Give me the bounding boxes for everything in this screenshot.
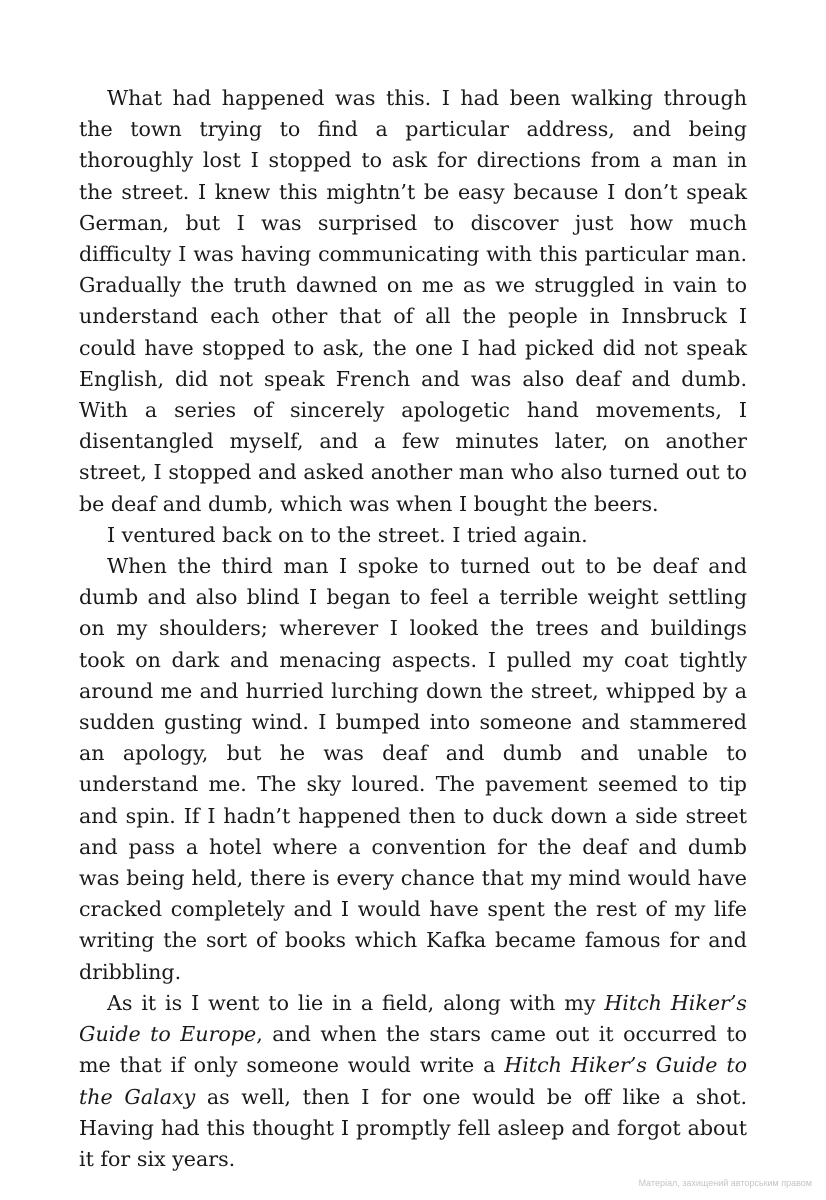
paragraph-ventured-back: I ventured back on to the street. I tried again. bbox=[107, 522, 588, 547]
book-title-galaxy: Hitch Hiker’s Guide to the Galaxy bbox=[79, 1053, 747, 1109]
text-segment: , and when the stars came out it occurred to me that if only someone would write a bbox=[79, 1022, 747, 1078]
paragraph-third-man: When the third man I spoke to turned out to be deaf and dumb and also blind I began to feel a terrible weight settling on my shoulders; wherever I looked the trees and buildings took on dark and menacing aspects. I pulled my coat tightly around me and hurried lurching down the street, whipped by a sudden gusting wind. I bumped into someone and stammered an apology, but he was deaf and dumb and unable to understand me. The sky loured. The pavement seemed to tip and spin. If I hadn’t happened then to duck down a side street and pass a hotel where a convention for the deaf and dumb was being held, there is every chance that my mind would have cracked completely and I would have spent the rest of my life writing the sort of books which Kafka became famous for and dribbling. bbox=[79, 554, 747, 984]
text-segment: As it is I went to lie in a field, along with my bbox=[107, 990, 605, 1015]
text-segment: as well, then I for one would be off like a shot. Having had this thought I promptly fell asleep and forgot about it for six years. bbox=[79, 1084, 747, 1171]
copyright-watermark: Матеріал, захищений авторським правом bbox=[638, 1178, 812, 1188]
paragraph-innsbruck-directions: What had happened was this. I had been walking through the town trying to find a particular address, and being thoroughly lost I stopped to ask for directions from a man in the street. I knew this mightn’t be easy because I don’t speak German, but I was surprised to discover just how much difficulty I was having communicating with this particular man. Gradually the truth dawned on me as we struggled in vain to understand each other that of all the people in Innsbruck I could have stopped to ask, the one I had picked did not speak English, did not speak French and was also deaf and dumb. With a series of sincerely apologetic hand movements, I disentangled myself, and a few minutes later, on another street, I stopped and asked another man who also turned out to be deaf and dumb, which was when I bought the beers. bbox=[79, 86, 747, 516]
book-title-europe: Hitch Hiker’s Guide to Europe bbox=[79, 990, 747, 1047]
paragraph-field-idea bbox=[79, 988, 747, 1175]
book-page-text bbox=[79, 83, 747, 1175]
